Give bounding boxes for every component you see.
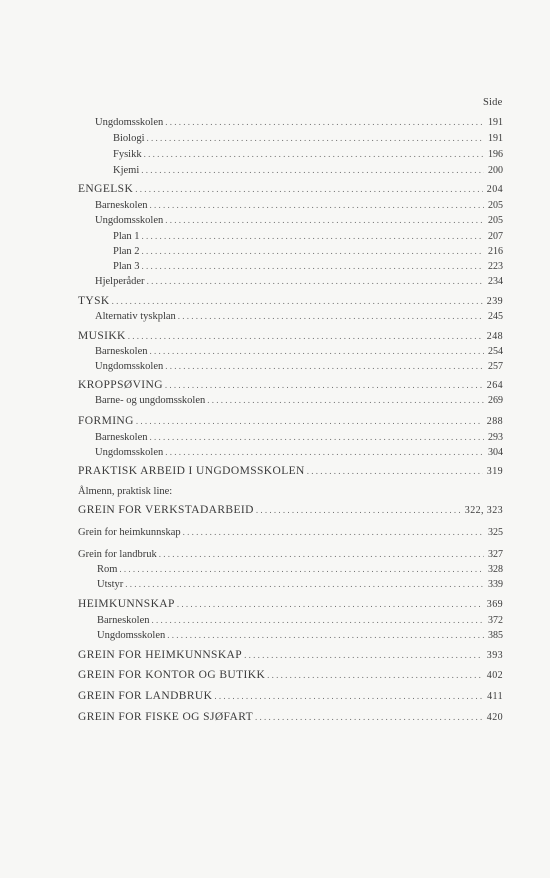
leader-dots	[144, 147, 484, 161]
toc-entry	[78, 182, 503, 196]
toc-entry-label: Plan 3	[113, 261, 140, 272]
toc-entry-label: ENGELSK	[78, 183, 134, 195]
toc-entry-page: 257	[488, 361, 503, 372]
toc-entry	[113, 244, 503, 258]
leader-dots	[150, 344, 485, 358]
toc-entry-label: Hjelperåder	[95, 276, 145, 287]
toc-entry-page: 304	[488, 447, 503, 458]
leader-dots	[255, 710, 483, 724]
toc-entry	[95, 309, 503, 323]
leader-dots	[267, 668, 483, 682]
toc-entry-page: 369	[486, 599, 503, 610]
toc-entry-page: 223	[488, 261, 503, 272]
toc-entry-label: FORMING	[78, 415, 134, 427]
toc-entry-page: 402	[486, 670, 503, 681]
leader-dots	[183, 525, 484, 539]
leader-dots	[141, 163, 484, 177]
page-column-header: Side	[483, 97, 503, 108]
toc-entry-page: 411	[487, 691, 503, 702]
toc-entry	[78, 597, 503, 611]
leader-dots	[142, 244, 484, 258]
toc-entry-label: Fysikk	[113, 149, 142, 160]
toc-entry-label: Utstyr	[97, 579, 124, 590]
leader-dots	[165, 115, 484, 129]
toc-entry-page: 293	[488, 432, 503, 443]
leader-dots	[150, 198, 485, 212]
leader-dots	[135, 182, 483, 196]
toc-entry-label: KROPPSØVING	[78, 379, 163, 391]
toc-entry-page: 319	[486, 466, 503, 477]
toc-subheading: Ålmenn, praktisk line:	[78, 486, 173, 497]
toc-entry	[95, 393, 503, 407]
toc-entry-label: HEIMKUNNSKAP	[78, 598, 175, 610]
leader-dots	[214, 689, 483, 703]
toc-entry-label: GREIN FOR LANDBRUK	[78, 690, 213, 702]
toc-entry	[97, 577, 503, 591]
toc-entry-label: Barneskolen	[95, 200, 148, 211]
toc-entry	[78, 648, 503, 662]
toc-entry-label: Kjemi	[113, 165, 140, 176]
toc-entry	[95, 430, 503, 444]
toc-entry-label: GREIN FOR HEIMKUNNSKAP	[78, 649, 243, 661]
toc-entry-page: 393	[486, 650, 503, 661]
toc-entry-label: MUSIKK	[78, 330, 126, 342]
toc-entry	[78, 294, 503, 308]
leader-dots	[165, 213, 484, 227]
toc-entry-page: 200	[488, 165, 503, 176]
toc-entry-page: 328	[488, 564, 503, 575]
leader-dots	[125, 577, 484, 591]
leader-dots	[112, 294, 483, 308]
toc-entry	[78, 525, 503, 539]
toc-entry	[95, 213, 503, 227]
toc-entry	[78, 503, 503, 517]
toc-entry	[97, 613, 503, 627]
leader-dots	[244, 648, 483, 662]
toc-entry-label: Grein for heimkunnskap	[78, 527, 181, 538]
leader-dots	[165, 378, 483, 392]
leader-dots	[207, 393, 484, 407]
toc-entry	[95, 445, 503, 459]
toc-entry-page: 234	[488, 276, 503, 287]
leader-dots	[307, 464, 483, 478]
toc-entry-page: 327	[488, 549, 503, 560]
toc-entry	[97, 562, 503, 576]
toc-entry-label: Ungdomsskolen	[97, 630, 166, 641]
toc-entry-page: 204	[486, 184, 503, 195]
toc-entry-label: GREIN FOR FISKE OG SJØFART	[78, 711, 253, 723]
leader-dots	[165, 359, 484, 373]
toc-entry-page: 339	[488, 579, 503, 590]
toc-entry-label: Alternativ tyskplan	[95, 311, 176, 322]
leader-dots	[178, 309, 484, 323]
toc-entry	[78, 464, 503, 478]
toc-entry-page: 216	[488, 246, 503, 257]
toc-entry	[95, 115, 503, 129]
toc-entry-page: 191	[488, 117, 503, 128]
toc-entry	[95, 198, 503, 212]
toc-entry	[78, 547, 503, 561]
leader-dots	[142, 259, 484, 273]
toc-entry	[78, 329, 503, 343]
leader-dots	[142, 229, 484, 243]
toc-entry-label: Ungdomsskolen	[95, 447, 164, 458]
toc-entry	[113, 131, 503, 145]
toc-entry	[78, 378, 503, 392]
toc-entry-label: Rom	[97, 564, 118, 575]
leader-dots	[167, 628, 484, 642]
toc-entry-page: 264	[486, 380, 503, 391]
toc-entry	[97, 628, 503, 642]
toc-entry-label: GREIN FOR KONTOR OG BUTIKK	[78, 669, 266, 681]
toc-entry-label: Ungdomsskolen	[95, 117, 164, 128]
leader-dots	[159, 547, 484, 561]
leader-dots	[165, 445, 484, 459]
toc-entry-page: 239	[486, 296, 503, 307]
toc-entry-label: Barneskolen	[95, 346, 148, 357]
leader-dots	[128, 329, 483, 343]
toc-entry-page: 207	[488, 231, 503, 242]
toc-entry-label: Plan 2	[113, 246, 140, 257]
leader-dots	[177, 597, 483, 611]
leader-dots	[147, 274, 484, 288]
toc-entry	[95, 359, 503, 373]
toc-entry	[78, 710, 503, 724]
toc-entry-page: 269	[488, 395, 503, 406]
toc-entry-label: TYSK	[78, 295, 110, 307]
toc-entry-label: Barne- og ungdomsskolen	[95, 395, 206, 406]
leader-dots	[256, 503, 461, 517]
toc-entry-page: 205	[488, 215, 503, 226]
toc-entry-page: 372	[488, 615, 503, 626]
toc-entry-label: Barneskolen	[95, 432, 148, 443]
toc-entry-page: 196	[488, 149, 503, 160]
toc-entry-label: Biologi	[113, 133, 145, 144]
toc-entry	[95, 344, 503, 358]
toc-entry-label: Ungdomsskolen	[95, 361, 164, 372]
toc-entry-page: 325	[488, 527, 503, 538]
toc-entry	[95, 274, 503, 288]
toc-entry-label: GREIN FOR VERKSTADARBEID	[78, 504, 254, 516]
toc-entry-page: 248	[486, 331, 503, 342]
toc-entry-label: Ungdomsskolen	[95, 215, 164, 226]
toc-entry	[113, 259, 503, 273]
toc-entry	[78, 689, 503, 703]
leader-dots	[136, 414, 483, 428]
toc-entry-page: 254	[488, 346, 503, 357]
toc-entry-page: 245	[488, 311, 503, 322]
toc-entry-page: 191	[488, 133, 503, 144]
toc-entry-label: Plan 1	[113, 231, 140, 242]
leader-dots	[119, 562, 484, 576]
toc-entry-page: 420	[486, 712, 503, 723]
toc-entry-label: PRAKTISK ARBEID I UNGDOMSSKOLEN	[78, 465, 305, 477]
toc-entry-label: Grein for landbruk	[78, 549, 157, 560]
leader-dots	[147, 131, 484, 145]
toc-entry	[113, 229, 503, 243]
toc-entry	[78, 414, 503, 428]
toc-entry-page: 322, 323	[464, 505, 503, 516]
leader-dots	[150, 430, 485, 444]
toc-entry	[113, 147, 503, 161]
toc-entry	[78, 668, 503, 682]
toc-entry-page: 288	[486, 416, 503, 427]
toc-entry	[113, 163, 503, 177]
toc-entry-page: 385	[488, 630, 503, 641]
toc-entry-page: 205	[488, 200, 503, 211]
toc-entry-label: Barneskolen	[97, 615, 150, 626]
leader-dots	[152, 613, 485, 627]
